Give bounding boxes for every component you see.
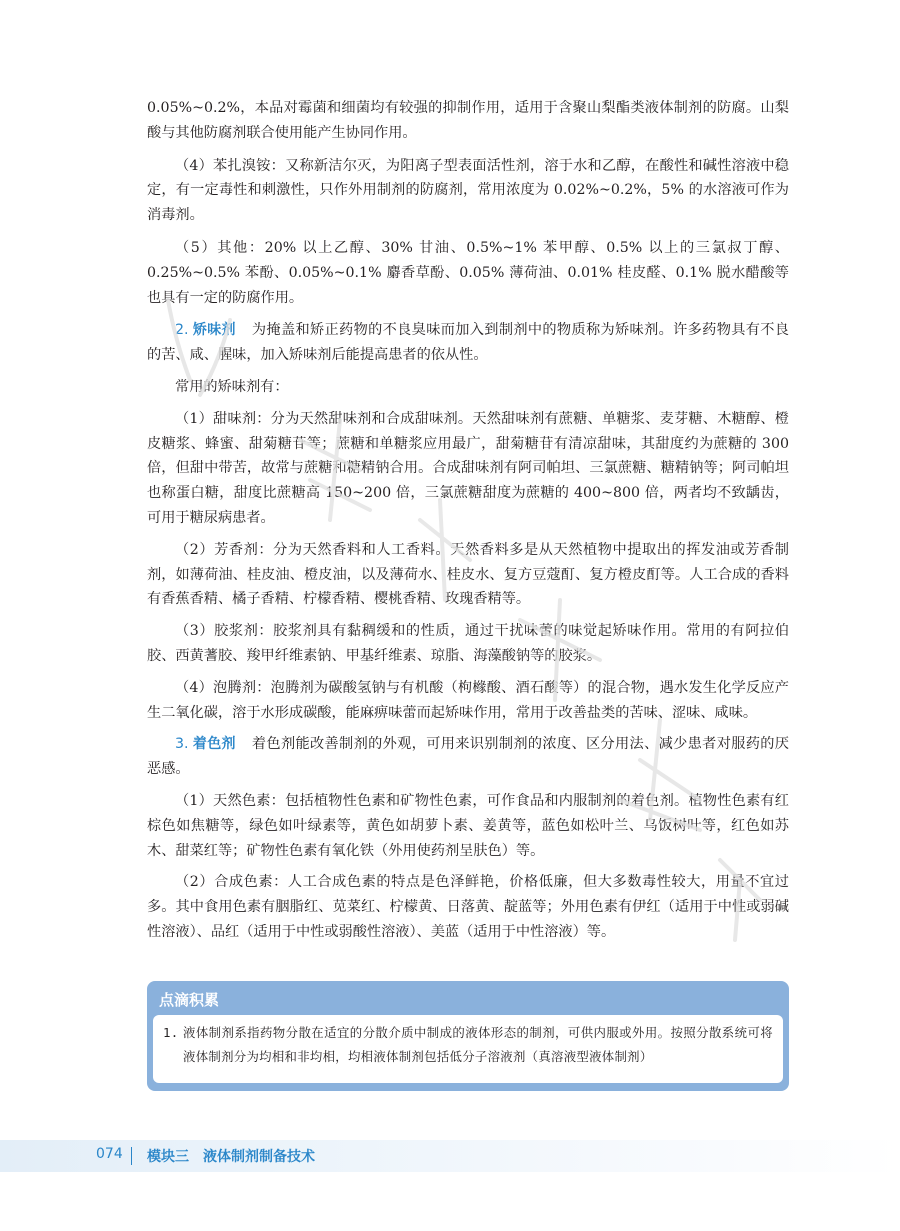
paragraph-sorbic-acid: 0.05%~0.2%，本品对霉菌和细菌均有较强的抑制作用，适用于含聚山梨酯类液体制剂的防腐。山梨酸与其他防腐剂联合使用能产生协同作用。 <box>147 100 789 141</box>
paragraph-benzalkonium: （4）苯扎溴铵：又称新洁尔灭，为阳离子型表面活性剂，溶于水和乙醇，在酸性和碱性溶液中稳定，有一定毒性和刺激性，只作外用制剂的防腐剂，常用浓度为 0.02%~0.2%，5% 的水溶液可作为消毒剂。 <box>147 157 789 224</box>
paragraph-common-flavoring: 常用的矫味剂有： <box>175 378 289 395</box>
main-text <box>147 96 789 952</box>
paragraph-natural-pigments: （1）天然色素：包括植物性色素和矿物性色素，可作食品和内服制剂的着色剂。植物性色素有红棕色如焦糖等，绿色如叶绿素等，黄色如胡萝卜素、姜黄等，蓝色如松叶兰、乌饭树叶等，红色如苏木、甜菜红等；矿物性色素有氧化铁（外用使药剂呈肤色）等。 <box>147 792 789 859</box>
module-title: 模块三 液体制剂制备技术 <box>147 1149 315 1165</box>
section-number: 2. <box>175 322 189 339</box>
summary-item-number: 1. <box>163 1025 179 1040</box>
summary-box <box>147 981 789 1091</box>
summary-item-text: 液体制剂系指药物分散在适宜的分散介质中制成的液体形态的制剂，可供内服或外用。按照分散系统可将液体制剂分为均相和非均相，均相液体制剂包括低分子溶液剂（真溶液型液体制剂） <box>183 1025 773 1064</box>
section-heading: 矫味剂 <box>192 322 236 339</box>
paragraph-sweeteners: （1）甜味剂：分为天然甜味剂和合成甜味剂。天然甜味剂有蔗糖、单糖浆、麦芽糖、木糖醇、橙皮糖浆、蜂蜜、甜菊糖苷等；蔗糖和单糖浆应用最广，甜菊糖苷有清凉甜味，其甜度约为蔗糖的 300 倍，但甜中带苦，故常与蔗糖和糖精钠合用。合成甜味剂有阿司帕坦、三氯蔗糖、糖精钠等；阿司帕坦也称蛋白糖，甜度比蔗糖高 150~200 倍，三氯蔗糖甜度为蔗糖的 400~800 倍，两者均不致龋齿，可用于糖尿病患者。 <box>147 410 789 526</box>
section-heading: 着色剂 <box>192 736 236 753</box>
section-intro: 为掩盖和矫正药物的不良臭味而加入到制剂中的物质称为矫味剂。许多药物具有不良的苦、咸、腥味，加入矫味剂后能提高患者的依从性。 <box>147 322 789 364</box>
paragraph-effervescent: （4）泡腾剂：泡腾剂为碳酸氢钠与有机酸（枸橼酸、酒石酸等）的混合物，遇水发生化学反应产生二氧化碳，溶于水形成碳酸，能麻痹味蕾而起矫味作用，常用于改善盐类的苦味、涩味、咸味。 <box>147 679 789 721</box>
summary-title: 点滴积累 <box>159 991 220 1009</box>
section-intro: 着色剂能改善制剂的外观，可用来识别制剂的浓度、区分用法、减少患者对服药的厌恶感。 <box>147 736 789 778</box>
section-number: 3. <box>175 736 189 753</box>
section-colorants <box>147 732 789 782</box>
section-flavoring <box>147 318 789 368</box>
footer-divider <box>131 1147 132 1165</box>
paragraph-aromatics: （2）芳香剂：分为天然香料和人工香料。天然香料多是从天然植物中提取出的挥发油或芳香制剂，如薄荷油、桂皮油、橙皮油，以及薄荷水、桂皮水、复方豆蔻酊、复方橙皮酊等。人工合成的香料有香蕉香精、橘子香精、柠檬香精、樱桃香精、玫瑰香精等。 <box>147 541 789 608</box>
summary-item <box>163 1021 773 1069</box>
page-footer <box>0 1140 900 1172</box>
paragraph-other-preservatives: （5）其他：20% 以上乙醇、30% 甘油、0.5%~1% 苯甲醇、0.5% 以上的三氯叔丁醇、0.25%~0.5% 苯酚、0.05%~0.1% 麝香草酚、0.05% 薄荷油、0.01% 桂皮醛、0.1% 脱水醋酸等也具有一定的防腐作用。 <box>147 239 789 306</box>
paragraph-synthetic-pigments: （2）合成色素：人工合成色素的特点是色泽鲜艳，价格低廉，但大多数毒性较大，用量不宜过多。其中食用色素有胭脂红、苋菜红、柠檬黄、日落黄、靛蓝等；外用色素有伊红（适用于中性或弱碱性溶液）、品红（适用于中性或弱酸性溶液）、美蓝（适用于中性溶液）等。 <box>147 874 789 940</box>
page-number: 074 <box>96 1146 123 1162</box>
summary-body <box>153 1015 783 1083</box>
paragraph-mucilage: （3）胶浆剂：胶浆剂具有黏稠缓和的性质，通过干扰味蕾的味觉起矫味作用。常用的有阿拉伯胶、西黄蓍胶、羧甲纤维素钠、甲基纤维素、琼脂、海藻酸钠等的胶浆。 <box>147 623 789 664</box>
footer-bar <box>0 1140 900 1172</box>
